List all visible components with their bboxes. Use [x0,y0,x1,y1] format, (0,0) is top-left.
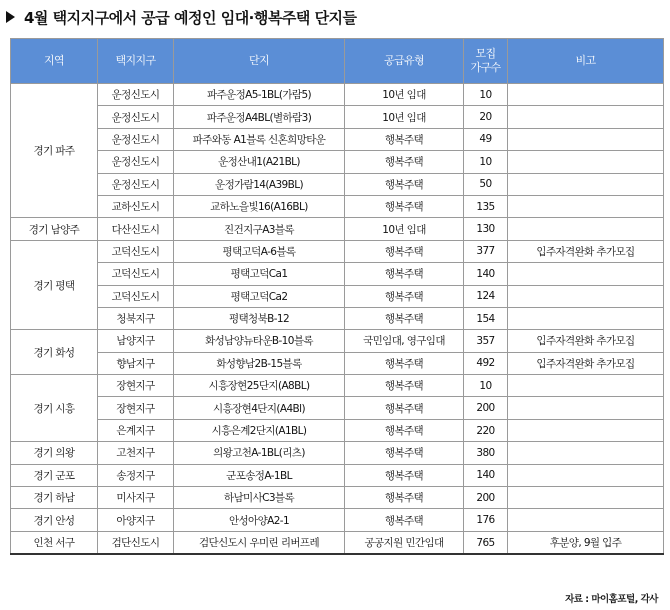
header-note: 비고 [508,39,664,84]
supply-type-cell: 10년 임대 [345,106,464,128]
district-cell: 청북지구 [98,307,174,329]
district-cell: 운정신도시 [98,84,174,106]
complex-cell: 평택청북B-12 [174,307,345,329]
complex-cell: 평택고덕Ca2 [174,285,345,307]
household-count-cell: 492 [464,352,508,374]
table-row [11,397,664,419]
complex-cell: 화성향남2B-15블록 [174,352,345,374]
district-cell: 은계지구 [98,419,174,441]
supply-type-cell: 행복주택 [345,173,464,195]
note-cell: 입주자격완화 추가모집 [508,352,664,374]
household-count-cell: 140 [464,464,508,486]
district-cell: 검단신도시 [98,531,174,554]
region-cell: 인천 서구 [11,531,98,554]
district-cell: 아양지구 [98,509,174,531]
note-cell [508,173,664,195]
note-cell [508,84,664,106]
table-row [11,487,664,509]
triangle-bullet-icon [6,11,15,23]
note-cell [508,464,664,486]
supply-type-cell: 공공지원 민간임대 [345,531,464,554]
complex-cell: 안성아양A2-1 [174,509,345,531]
region-cell: 경기 남양주 [11,218,98,240]
title-text: 4월 택지지구에서 공급 예정인 임대·행복주택 단지들 [24,8,357,27]
note-cell [508,442,664,464]
household-count-cell: 377 [464,240,508,262]
district-cell: 장현지구 [98,375,174,397]
household-count-cell: 130 [464,218,508,240]
header-complex: 단지 [174,39,345,84]
household-count-cell: 49 [464,128,508,150]
complex-cell: 시흥은계2단지(A1BL) [174,419,345,441]
household-count-cell: 765 [464,531,508,554]
supply-type-cell: 행복주택 [345,509,464,531]
table-row [11,263,664,285]
household-count-cell: 10 [464,375,508,397]
household-count-cell: 154 [464,307,508,329]
district-cell: 운정신도시 [98,173,174,195]
district-cell: 다산신도시 [98,218,174,240]
district-cell: 고덕신도시 [98,240,174,262]
table-row [11,195,664,217]
note-cell [508,263,664,285]
supply-type-cell: 행복주택 [345,151,464,173]
note-cell [508,375,664,397]
table-row [11,509,664,531]
table-row [11,84,664,106]
region-cell: 경기 의왕 [11,442,98,464]
region-cell: 경기 시흥 [11,375,98,442]
note-cell [508,218,664,240]
household-count-cell: 10 [464,151,508,173]
table-row [11,128,664,150]
complex-cell: 파주운정A5-1BL(가람5) [174,84,345,106]
table-row [11,151,664,173]
table-row [11,375,664,397]
header-district: 택지지구 [98,39,174,84]
header-count-line2: 가구수 [470,61,501,74]
note-cell [508,509,664,531]
supply-type-cell: 행복주택 [345,352,464,374]
region-cell: 경기 화성 [11,330,98,375]
table-header-row [11,39,664,84]
district-cell: 고천지구 [98,442,174,464]
supply-type-cell: 행복주택 [345,285,464,307]
table-row [11,218,664,240]
supply-type-cell: 행복주택 [345,464,464,486]
header-region: 지역 [11,39,98,84]
complex-cell: 평택고덕A-6블록 [174,240,345,262]
table-row [11,442,664,464]
district-cell: 운정신도시 [98,106,174,128]
table-row [11,531,664,554]
note-cell [508,106,664,128]
supply-type-cell: 행복주택 [345,128,464,150]
supply-type-cell: 행복주택 [345,487,464,509]
source-note: 자료 : 마이홈포털, 각사 [565,594,658,605]
region-cell: 경기 안성 [11,509,98,531]
table-row [11,173,664,195]
supply-type-cell: 10년 임대 [345,218,464,240]
district-cell: 장현지구 [98,397,174,419]
supply-type-cell: 행복주택 [345,442,464,464]
household-count-cell: 220 [464,419,508,441]
header-household-count [464,39,508,84]
district-cell: 향남지구 [98,352,174,374]
header-count-line1: 모집 [475,47,496,60]
table-row [11,419,664,441]
household-count-cell: 200 [464,397,508,419]
complex-cell: 의왕고천A-1BL(리츠) [174,442,345,464]
district-cell: 송정지구 [98,464,174,486]
household-count-cell: 10 [464,84,508,106]
complex-cell: 교하노을빛16(A16BL) [174,195,345,217]
note-cell [508,307,664,329]
table-row [11,307,664,329]
table-row [11,330,664,352]
supply-type-cell: 국민임대, 영구임대 [345,330,464,352]
page-title [6,6,357,28]
table-row [11,464,664,486]
complex-cell: 화성남양뉴타운B-10블록 [174,330,345,352]
header-supply-type: 공급유형 [345,39,464,84]
complex-cell: 시흥장현4단지(A4Bl) [174,397,345,419]
household-count-cell: 357 [464,330,508,352]
supply-type-cell: 행복주택 [345,307,464,329]
complex-cell: 파주와동 A1블록 신혼희망타운 [174,128,345,150]
complex-cell: 평택고덕Ca1 [174,263,345,285]
table-row [11,285,664,307]
district-cell: 미사지구 [98,487,174,509]
household-count-cell: 124 [464,285,508,307]
complex-cell: 검단신도시 우미린 리버프레 [174,531,345,554]
table-body [11,84,664,555]
supply-type-cell: 행복주택 [345,419,464,441]
household-count-cell: 380 [464,442,508,464]
table-row [11,240,664,262]
district-cell: 남양지구 [98,330,174,352]
household-count-cell: 140 [464,263,508,285]
note-cell [508,128,664,150]
note-cell: 입주자격완화 추가모집 [508,240,664,262]
region-cell: 경기 파주 [11,84,98,218]
complex-cell: 파주운정A4BL(별하람3) [174,106,345,128]
complex-cell: 시흥장현25단지(A8BL) [174,375,345,397]
complex-cell: 운정가람14(A39BL) [174,173,345,195]
household-count-cell: 200 [464,487,508,509]
household-count-cell: 135 [464,195,508,217]
region-cell: 경기 평택 [11,240,98,330]
district-cell: 운정신도시 [98,151,174,173]
supply-type-cell: 행복주택 [345,263,464,285]
note-cell [508,419,664,441]
note-cell [508,151,664,173]
complex-table [10,38,664,555]
supply-type-cell: 행복주택 [345,397,464,419]
supply-type-cell: 행복주택 [345,240,464,262]
district-cell: 고덕신도시 [98,285,174,307]
note-cell [508,285,664,307]
note-cell [508,195,664,217]
note-cell [508,397,664,419]
region-cell: 경기 군포 [11,464,98,486]
district-cell: 운정신도시 [98,128,174,150]
supply-type-cell: 행복주택 [345,375,464,397]
supply-type-cell: 행복주택 [345,195,464,217]
note-cell: 후분양, 9월 입주 [508,531,664,554]
complex-cell: 진건지구A3블록 [174,218,345,240]
household-count-cell: 50 [464,173,508,195]
district-cell: 교하신도시 [98,195,174,217]
household-count-cell: 20 [464,106,508,128]
complex-cell: 하남미사C3블록 [174,487,345,509]
district-cell: 고덕신도시 [98,263,174,285]
complex-cell: 군포송정A-1BL [174,464,345,486]
region-cell: 경기 하남 [11,487,98,509]
table-row [11,106,664,128]
supply-type-cell: 10년 임대 [345,84,464,106]
note-cell [508,487,664,509]
table-row [11,352,664,374]
complex-cell: 운정산내1(A21BL) [174,151,345,173]
household-count-cell: 176 [464,509,508,531]
note-cell: 입주자격완화 추가모집 [508,330,664,352]
